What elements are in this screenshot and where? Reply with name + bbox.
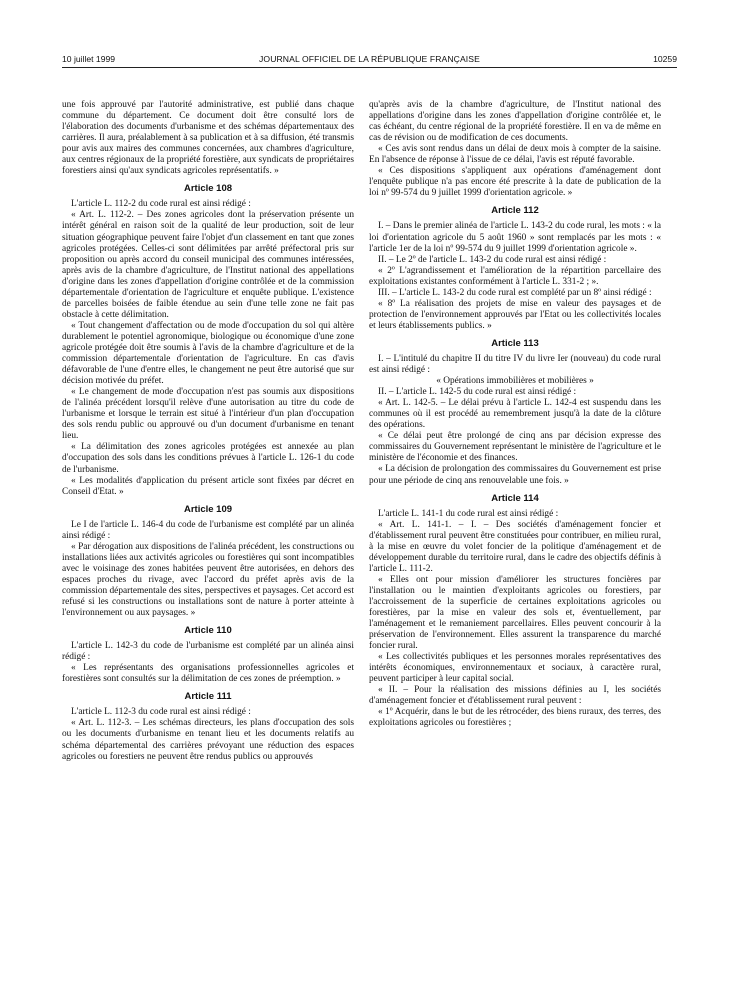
paragraph: « Art. L. 142-5. – Le délai prévu à l'article L. 142-4 est suspendu dans les communes où il est procédé au remembrement jusqu'à la date de la clôture des opérations. <box>369 398 661 431</box>
paragraph: « Opérations immobilières et mobilières » <box>436 376 594 387</box>
header-rule <box>62 67 677 68</box>
paragraph: « Par dérogation aux dispositions de l'alinéa précédent, les constructions ou installations liées aux activités agricoles ou forestières qui sont incompatibles avec le voisinage des zones habitées peuvent être autorisées, en dehors des espaces proches du rivage, avec l'accord du préfet après avis de la commission départementale des sites, perspectives et paysages. Cet accord est refusé si les constructions ou installations sont de nature à porter atteinte à l'environnement ou aux paysages. » <box>62 541 354 619</box>
left-column <box>62 100 354 763</box>
paragraph: « 1º Acquérir, dans le but de les rétrocéder, des biens ruraux, des terres, des exploitations agricoles ou forestières ; <box>369 707 661 729</box>
paragraph: « Le changement de mode d'occupation n'est pas soumis aux dispositions de l'alinéa précédent lorsqu'il relève d'une autorisation au titre du code de l'urbanisme et lorsque le terrain est situé à l'intérieur d'un plan d'occupation des sols rendu public ou approuvé ou d'un document d'urbanisme en tenant lieu. <box>62 387 354 442</box>
paragraph: I. – L'intitulé du chapitre II du titre IV du livre Ier (nouveau) du code rural est ainsi rédigé : <box>369 353 661 376</box>
paragraph: L'article L. 112-3 du code rural est ainsi rédigé : <box>71 707 251 718</box>
paragraph: « Ces dispositions s'appliquent aux opérations d'aménagement dont l'enquête publique n'a pas encore été prescrite à la date de publication de la loi nº 99-574 du 9 juillet 1999 d'orientation agricole. » <box>369 166 661 199</box>
paragraph: « Art. L. 112-3. – Les schémas directeurs, les plans d'occupation des sols ou les documents d'urbanisme en tenant lieu et les documents relatifs au schéma départemental des carrières prévoyant une réduction des espaces agricoles ou forestiers ne peuvent être rendus publics ou approuvés <box>62 718 354 762</box>
paragraph: « Art. L. 112-2. – Des zones agricoles dont la préservation présente un intérêt général en raison soit de la qualité de leur production, soit de leur situation géographique peuvent faire l'objet d'un classement en tant que zones agricoles protégées. Celles-ci sont délimitées par arrêté préfectoral pris sur proposition ou après accord du conseil municipal des communes intéressées, après avis de la chambre d'agriculture, de l'Institut national des appellations d'origine dans les zones d'appellation d'origine contrôlée et de la commission départementale d'orientation de l'agriculture et enquête publique. L'existence de parcelles boisées de faible étendue au sein d'une telle zone ne fait pas obstacle à cette délimitation. <box>62 210 354 320</box>
paragraph: « Tout changement d'affectation ou de mode d'occupation du sol qui altère durablement le potentiel agronomique, biologique ou économique d'une zone agricole protégée doit être soumis à l'avis de la chambre d'agriculture et de la commission départementale d'orientation de l'agriculture. En cas d'avis défavorable de l'une d'entre elles, le changement ne peut être autorisé que sur décision motivée du préfet. <box>62 320 354 387</box>
paragraph: « Ces avis sont rendus dans un délai de deux mois à compter de la saisine. En l'absence de réponse à l'issue de ce délai, l'avis est réputé favorable. <box>369 144 661 166</box>
paragraph: « II. – Pour la réalisation des missions définies au I, les sociétés d'aménagement foncier et d'établissement rural peuvent : <box>369 685 661 707</box>
paragraph: « Les représentants des organisations professionnelles agricoles et forestières sont consultés sur la délimitation de ces zones de préemption. » <box>62 663 354 685</box>
paragraph: une fois approuvé par l'autorité administrative, est publié dans chaque commune du département. Ce document doit être consulté lors de l'élaboration des documents d'urbanisme et des schémas départementaux des carrières. Il aura, préalablement à sa publication et à sa diffusion, été transmis pour avis aux maires des communes concernées, aux chambres d'agriculture, aux centres régionaux de la propriété forestière, aux syndicats de propriétaires forestiers ainsi qu'aux syndicats agricoles représentatifs. » <box>62 100 354 177</box>
paragraph: « La décision de prolongation des commissaires du Gouvernement est prise pour une période de cinq ans renouvelable une fois. » <box>369 464 661 486</box>
article-heading: Article 114 <box>491 492 539 504</box>
paragraph: L'article L. 142-3 du code de l'urbanisme est complété par un alinéa ainsi rédigé : <box>62 641 354 663</box>
paragraph: « Ce délai peut être prolongé de cinq ans par décision expresse des commissaires du Gouvernement représentant le ministère de l'agriculture et le ministère de l'économie et des finances. <box>369 431 661 464</box>
header-title: JOURNAL OFFICIEL DE LA RÉPUBLIQUE FRANÇAISE <box>259 54 480 64</box>
article-heading: Article 113 <box>491 337 539 349</box>
paragraph: « 8º La réalisation des projets de mise en valeur des paysages et de protection de l'environnement approuvés par l'Etat ou les collectivités locales et leurs établissements publics. » <box>369 298 661 331</box>
paragraph: « Art. L. 141-1. – I. – Des sociétés d'aménagement foncier et d'établissement rural peuvent être constituées pour contribuer, en milieu rural, à la mise en œuvre du volet foncier de la politique d'aménagement et de développement durable du territoire rural, dans le cadre des objectifs définis à l'article L. 111-2. <box>369 519 661 574</box>
article-heading: Article 109 <box>183 503 233 515</box>
article-heading: Article 111 <box>184 691 232 703</box>
paragraph: II. – L'article L. 142-5 du code rural est ainsi rédigé : <box>378 387 577 398</box>
paragraph: « 2º L'agrandissement et l'amélioration de la répartition parcellaire des exploitations existantes conformément à l'article L. 331-2 ; ». <box>369 265 661 287</box>
header-page-number: 10259 <box>653 54 677 64</box>
paragraph: L'article L. 112-2 du code rural est ainsi rédigé : <box>71 199 251 210</box>
paragraph: « La délimitation des zones agricoles protégées est annexée au plan d'occupation des sols dans les conditions prévues à l'article L. 126-1 du code de l'urbanisme. <box>62 442 354 475</box>
paragraph: « Les modalités d'application du présent article sont fixées par décret en Conseil d'Etat. » <box>62 475 354 497</box>
right-column <box>369 100 661 730</box>
paragraph: III. – L'article L. 143-2 du code rural est complété par un 8º ainsi rédigé : <box>378 287 652 298</box>
paragraph: II. – Le 2º de l'article L. 143-2 du code rural est ainsi rédigé : <box>378 254 607 265</box>
header-date: 10 juillet 1999 <box>62 54 116 64</box>
article-heading: Article 110 <box>184 625 232 637</box>
paragraph: I. – Dans le premier alinéa de l'article L. 143-2 du code rural, les mots : « la loi d'orientation agricole du 5 août 1960 » sont remplacés par les mots : « l'article 1er de la loi nº 99-574 du 9 juillet 1999 d'orientation agricole ». <box>369 221 661 254</box>
article-heading: Article 108 <box>183 183 233 195</box>
paragraph: L'article L. 141-1 du code rural est ainsi rédigé : <box>378 508 559 519</box>
paragraph: qu'après avis de la chambre d'agriculture, de l'Institut national des appellations d'origine dans les zones d'appellation d'origine contrôlée et, le cas échéant, du centre régional de la propriété forestière. Il en va de même en cas de révision ou de modification de ces documents. <box>369 100 661 144</box>
paragraph: Le I de l'article L. 146-4 du code de l'urbanisme est complété par un alinéa ainsi rédigé : <box>62 519 354 541</box>
article-heading: Article 112 <box>491 205 539 217</box>
paragraph: « Elles ont pour mission d'améliorer les structures foncières par l'installation ou le maintien d'exploitants agricoles ou forestiers, par l'accroissement de la superficie de certaines exploitations agricoles ou forestières, par la mise en valeur des sols et, éventuellement, par l'aménagement et le remaniement parcellaires. Elles peuvent concourir à la préservation de l'environnement. Elles assurent la transparence du marché foncier rural. <box>369 574 661 652</box>
paragraph: « Les collectivités publiques et les personnes morales représentatives des intérêts économiques, environnementaux et sociaux, à caractère rural, peuvent participer à leur capital social. <box>369 652 661 685</box>
